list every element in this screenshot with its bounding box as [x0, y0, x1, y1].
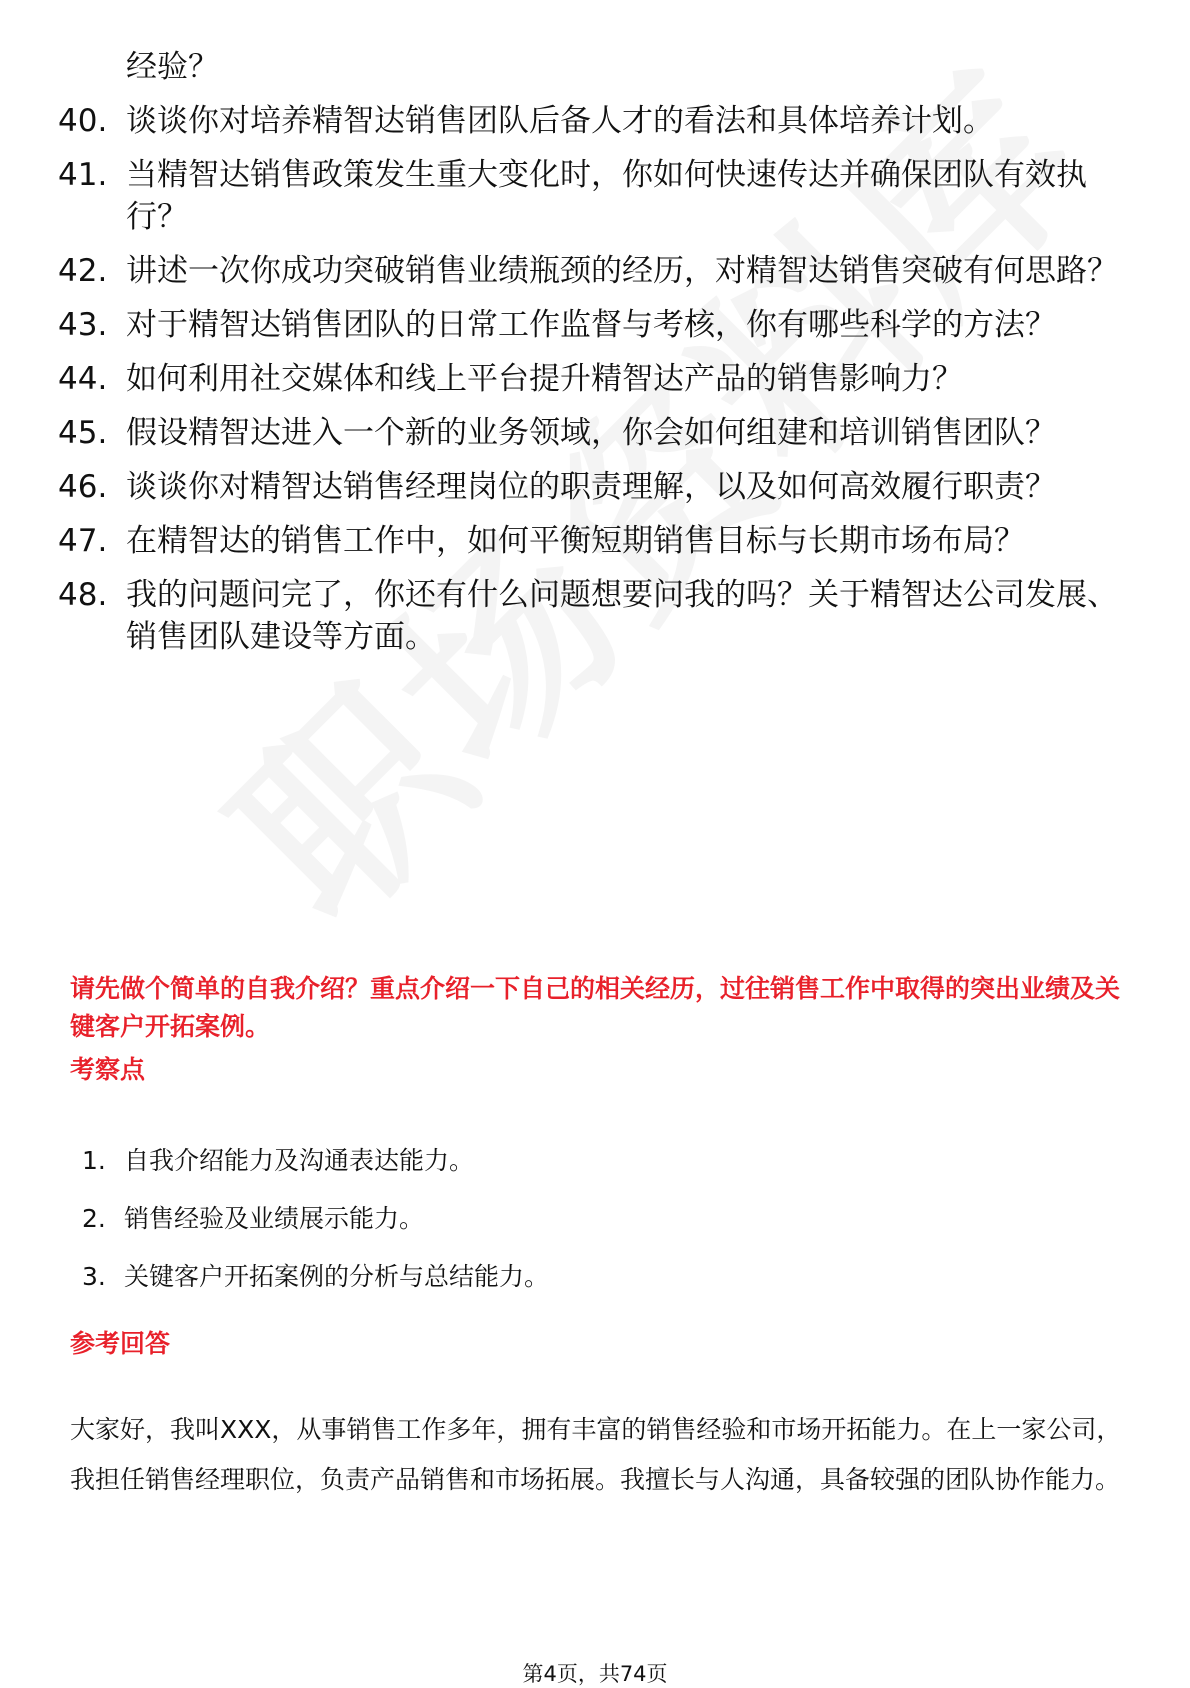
question-text: 在精智达的销售工作中，如何平衡短期销售目标与长期市场布局？: [126, 523, 1025, 559]
point-number: 1.: [82, 1146, 106, 1175]
highlight-question: 请先做个简单的自我介绍？重点介绍一下自己的相关经历，过往销售工作中取得的突出业绩及关键客户开拓案例。: [70, 974, 1121, 1041]
point-text: 关键客户开拓案例的分析与总结能力。: [124, 1262, 550, 1291]
question-number: 46.: [58, 469, 108, 505]
question-text: 如何利用社交媒体和线上平台提升精智达产品的销售影响力？: [126, 361, 963, 397]
question-number: 41.: [58, 157, 108, 193]
point-text: 销售经验及业绩展示能力。: [124, 1204, 425, 1233]
list-item: [58, 304, 1128, 346]
question-number: 40.: [58, 103, 108, 139]
list-item: [58, 520, 1128, 562]
list-item: [58, 466, 1128, 508]
list-item: [58, 358, 1128, 400]
section-title-answer: 参考回答: [70, 1329, 171, 1358]
question-number: 42.: [58, 253, 108, 289]
list-item: [82, 1259, 1082, 1295]
list-item: [58, 100, 1128, 142]
question-number: 43.: [58, 307, 108, 343]
question-text: 假设精智达进入一个新的业务领域，你会如何组建和培训销售团队？: [126, 415, 1056, 451]
question-number: 44.: [58, 361, 108, 397]
question-text: 谈谈你对精智达销售经理岗位的职责理解，以及如何高效履行职责？: [126, 469, 1056, 505]
list-item: [58, 574, 1128, 658]
question-text: 对于精智达销售团队的日常工作监督与考核，你有哪些科学的方法？: [126, 307, 1056, 343]
points-list: [82, 1143, 1082, 1317]
list-item: [58, 250, 1128, 292]
section-title-points: 考察点: [70, 1055, 146, 1084]
point-text: 自我介绍能力及沟通表达能力。: [124, 1146, 475, 1175]
question-text: 谈谈你对培养精智达销售团队后备人才的看法和具体培养计划。: [126, 103, 994, 139]
question-text: 讲述一次你成功突破销售业绩瓶颈的经历，对精智达销售突破有何思路？: [126, 253, 1118, 289]
question-text: 我的问题问完了，你还有什么问题想要问我的吗？关于精智达公司发展、销售团队建设等方面。: [126, 577, 1118, 655]
answer-paragraph: 大家好，我叫XXX，从事销售工作多年，拥有丰富的销售经验和市场开拓能力。在上一家公司，我担任销售经理职位，负责产品销售和市场拓展。我擅长与人沟通，具备较强的团队协作能力。: [70, 1415, 1122, 1494]
point-number: 2.: [82, 1204, 106, 1233]
question-number: 48.: [58, 577, 108, 613]
list-item: [82, 1143, 1082, 1179]
question-number: 45.: [58, 415, 108, 451]
list-item: [58, 412, 1128, 454]
question-number: 47.: [58, 523, 108, 559]
list-item: [82, 1201, 1082, 1237]
question-text: 当精智达销售政策发生重大变化时，你如何快速传达并确保团队有效执行？: [126, 157, 1087, 235]
page-footer: 第4页，共74页: [522, 1662, 668, 1686]
list-item: [58, 154, 1128, 238]
question-continuation: 经验？: [126, 49, 219, 85]
point-number: 3.: [82, 1262, 106, 1291]
question-list: [58, 46, 1128, 658]
